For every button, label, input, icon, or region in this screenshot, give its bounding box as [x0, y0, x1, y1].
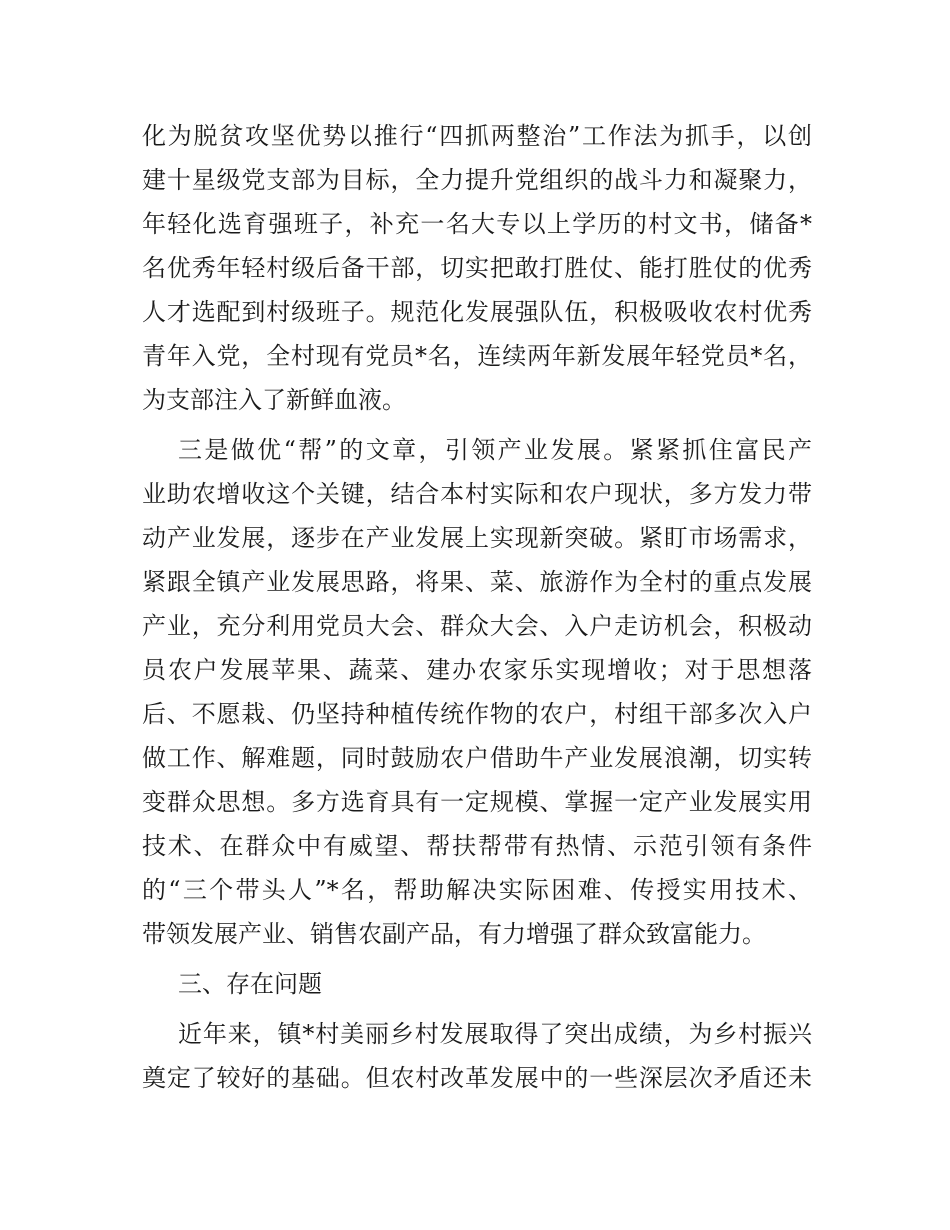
text-line: 名优秀年轻村级后备干部，切实把敢打胜仗、能打胜仗的优秀	[142, 254, 812, 282]
text-line: 做工作、解难题，同时鼓励农户借助牛产业发展浪潮，切实转	[142, 744, 812, 772]
text-line: 后、不愿栽、仍坚持种植传统作物的农户，村组干部多次入户	[142, 700, 812, 728]
text-line: 业助农增收这个关键，结合本村实际和农户现状，多方发力带	[142, 480, 812, 508]
paragraph-start-line: 近年来，镇*村美丽乡村发展取得了突出成绩，为乡村振兴	[178, 1020, 812, 1048]
text-line: 青年入党，全村现有党员*名，连续两年新发展年轻党员*名，	[142, 342, 812, 370]
text-line: 产业，充分利用党员大会、群众大会、入户走访机会，积极动	[142, 612, 812, 640]
text-line: 化为脱贫攻坚优势以推行“四抓两整治”工作法为抓手，以创	[142, 122, 812, 150]
text-line: 员农户发展苹果、蔬菜、建办农家乐实现增收；对于思想落	[142, 656, 812, 684]
text-line: 紧跟全镇产业发展思路，将果、菜、旅游作为全村的重点发展	[142, 568, 812, 596]
text-line: 动产业发展，逐步在产业发展上实现新突破。紧盯市场需求，	[142, 524, 812, 552]
text-line: 的“三个带头人”*名，帮助解决实际困难、传授实用技术、	[142, 876, 812, 904]
text-line: 为支部注入了新鲜血液。	[142, 386, 406, 414]
section-heading: 三、存在问题	[178, 970, 322, 998]
text-line: 变群众思想。多方选育具有一定规模、掌握一定产业发展实用	[142, 788, 812, 816]
text-line: 奠定了较好的基础。但农村改革发展中的一些深层次矛盾还未	[142, 1064, 812, 1092]
paragraph-start-line: 三是做优“帮”的文章，引领产业发展。紧紧抓住富民产	[178, 436, 812, 464]
text-line: 年轻化选育强班子，补充一名大专以上学历的村文书，储备*	[142, 210, 812, 238]
text-line: 技术、在群众中有威望、帮扶帮带有热情、示范引领有条件	[142, 832, 812, 860]
text-line: 建十星级党支部为目标，全力提升党组织的战斗力和凝聚力，	[142, 166, 812, 194]
text-line: 带领发展产业、销售农副产品，有力增强了群众致富能力。	[142, 920, 766, 948]
text-line: 人才选配到村级班子。规范化发展强队伍，积极吸收农村优秀	[142, 298, 812, 326]
